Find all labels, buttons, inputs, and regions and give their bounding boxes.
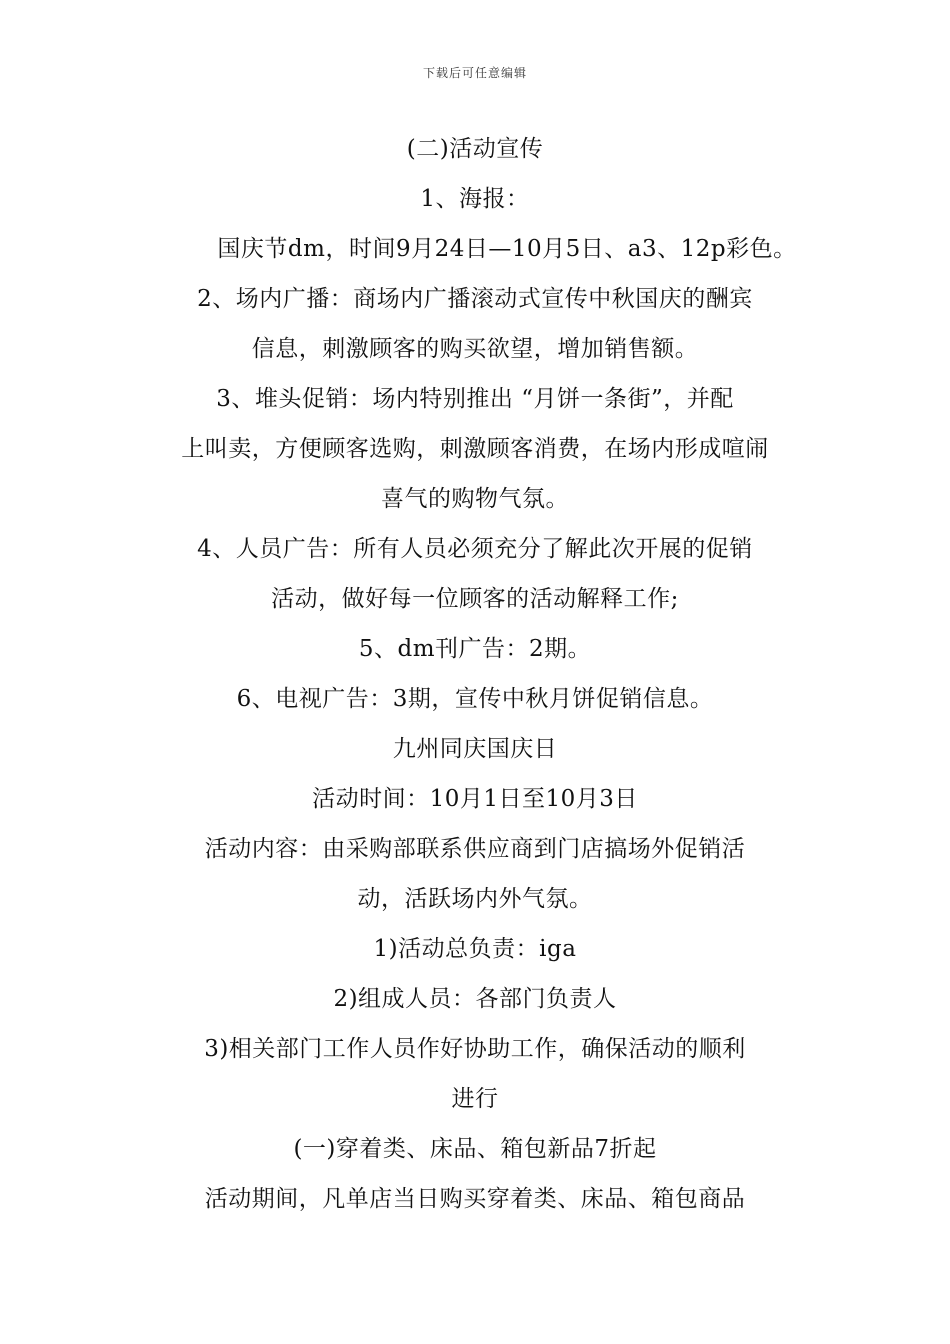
paragraph-line: 4、人员广告：所有人员必须充分了解此次开展的促销 bbox=[197, 536, 753, 562]
paragraph-line: 2)组成人员：各部门负责人 bbox=[333, 986, 617, 1012]
paragraph-line: 活动，做好每一位顾客的活动解释工作; bbox=[271, 586, 679, 612]
paragraph-line: 喜气的购物气氛。 bbox=[381, 486, 569, 512]
section-heading: 九州同庆国庆日 bbox=[392, 736, 558, 762]
section-heading: (二)活动宣传 bbox=[406, 136, 544, 162]
paragraph-line: 进行 bbox=[451, 1086, 499, 1112]
paragraph-line: 信息，刺激顾客的购买欲望，增加销售额。 bbox=[251, 336, 699, 362]
section-heading: (一)穿着类、床品、箱包新品7折起 bbox=[293, 1136, 657, 1162]
paragraph-line: 2、场内广播：商场内广播滚动式宣传中秋国庆的酬宾 bbox=[197, 286, 753, 312]
paragraph-line: 3、堆头促销：场内特别推出 “月饼一条街”，并配 bbox=[216, 386, 734, 412]
paragraph-line: 活动时间：10月1日至10月3日 bbox=[312, 786, 638, 812]
paragraph-line: 1、海报： bbox=[420, 186, 530, 212]
paragraph-line: 3)相关部门工作人员作好协助工作，确保活动的顺利 bbox=[204, 1036, 746, 1062]
paragraph-line: 活动期间，凡单店当日购买穿着类、床品、箱包商品 bbox=[204, 1186, 746, 1212]
paragraph-line: 国庆节dm，时间9月24日—10月5日、a3、12p彩色。 bbox=[217, 236, 797, 262]
paragraph-line: 1)活动总负责：iga bbox=[373, 936, 577, 962]
paragraph-line: 活动内容：由采购部联系供应商到门店搞场外促销活 bbox=[204, 836, 746, 862]
paragraph-line: 上叫卖，方便顾客选购，刺激顾客消费，在场内形成喧闹 bbox=[181, 436, 769, 462]
paragraph-line: 5、dm刊广告：2期。 bbox=[358, 636, 592, 662]
paragraph-line: 6、电视广告：3期，宣传中秋月饼促销信息。 bbox=[236, 686, 714, 712]
page-header: 下载后可任意编辑 bbox=[422, 66, 527, 80]
paragraph-line: 动，活跃场内外气氛。 bbox=[357, 886, 593, 912]
